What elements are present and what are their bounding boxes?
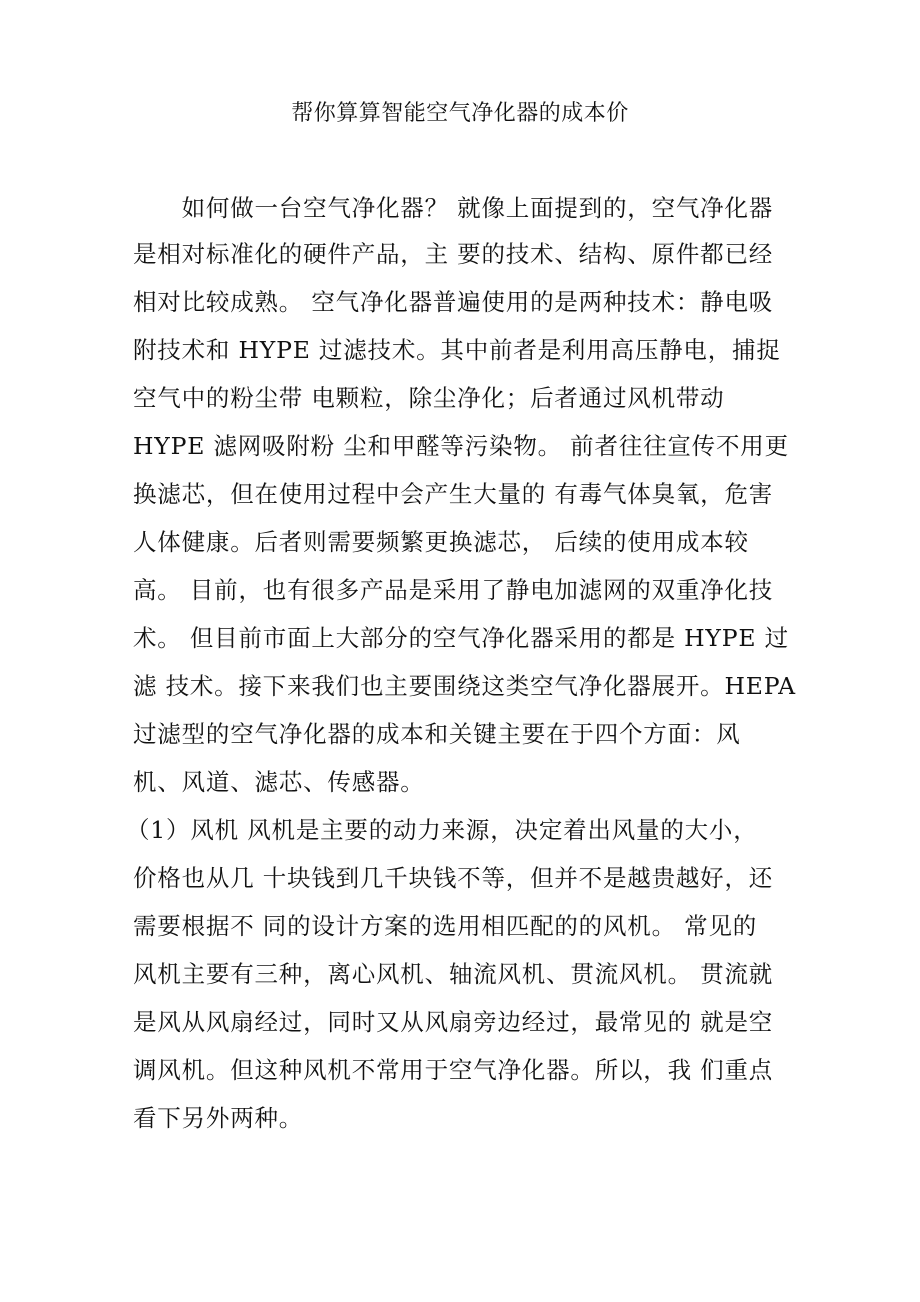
body-line-18: 是风从风扇经过，同时又从风扇旁边经过，最常见的 就是空 <box>133 1008 774 1036</box>
body-line-9: 高。 目前，也有很多产品是采用了静电加滤网的双重净化技 <box>133 576 774 604</box>
body-line-5: 空气中的粉尘带 电颗粒，除尘净化；后者通过风机带动 <box>133 384 725 412</box>
body-line-20: 看下另外两种。 <box>133 1104 304 1132</box>
body-line-6: HYPE 滤网吸附粉 尘和甲醛等污染物。 前者往往宣传不用更 <box>133 432 789 460</box>
body-line-17: 风机主要有三种，离心风机、轴流风机、贯流风机。 贯流就 <box>133 960 774 988</box>
body-line-7: 换滤芯，但在使用过程中会产生大量的 有毒气体臭氧，危害 <box>133 480 774 508</box>
body-line-11: 滤 技术。接下来我们也主要围绕这类空气净化器展开。HEPA <box>133 672 796 700</box>
document-title: 帮你算算智能空气净化器的成本价 <box>291 101 629 126</box>
body-line-8: 人体健康。后者则需要频繁更换滤芯， 后续的使用成本较 <box>133 528 749 556</box>
body-line-15: 价格也从几 十块钱到几千块钱不等，但并不是越贵越好，还 <box>133 864 774 892</box>
body-line-10: 术。 但目前市面上大部分的空气净化器采用的都是 HYPE 过 <box>133 624 789 652</box>
body-line-3: 相对比较成熟。 空气净化器普遍使用的是两种技术：静电吸 <box>133 288 774 316</box>
body-line-19: 调风机。但这种风机不常用于空气净化器。所以，我 们重点 <box>133 1056 774 1084</box>
body-line-1: 如何做一台空气净化器？ 就像上面提到的，空气净化器 <box>133 194 774 222</box>
body-line-12: 过滤型的空气净化器的成本和关键主要在于四个方面：风 <box>133 720 741 748</box>
body-line-14: （1）风机 风机是主要的动力来源，决定着出风量的大小， <box>126 816 758 844</box>
body-line-2: 是相对标准化的硬件产品，主 要的技术、结构、原件都已经 <box>133 240 774 268</box>
body-line-4: 附技术和 HYPE 过滤技术。其中前者是利用高压静电，捕捉 <box>133 336 781 364</box>
body-line-16: 需要根据不 同的设计方案的选用相匹配的的风机。 常见的 <box>133 912 758 940</box>
body-line-13: 机、风道、滤芯、传感器。 <box>133 768 425 796</box>
